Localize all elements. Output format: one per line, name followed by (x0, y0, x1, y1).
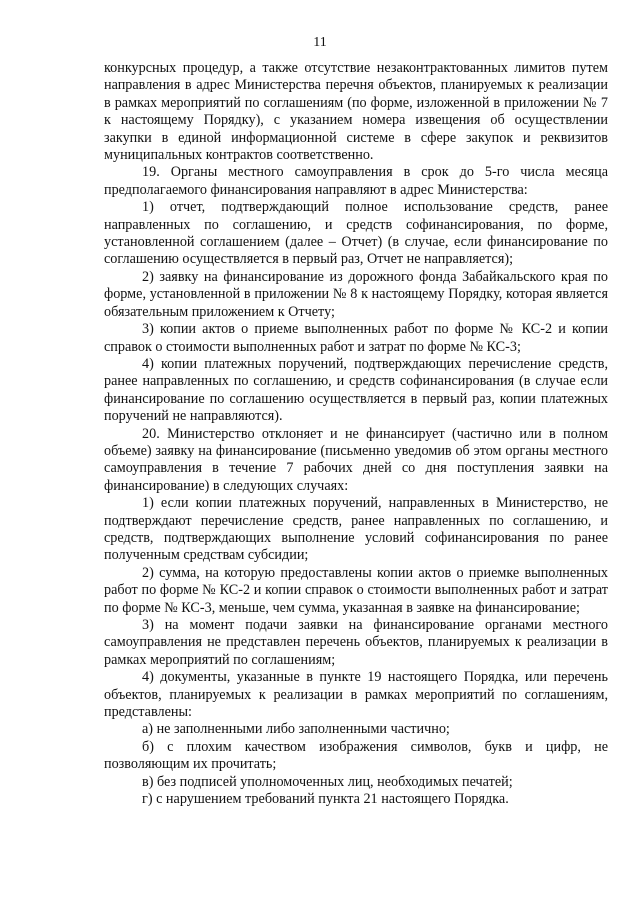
paragraph-item-19-1: 1) отчет, подтверждающий полное использование средств, ранее направленных по соглашению, и средств софинансирования, по форме, установленной соглашением (далее – Отчет) (в случае, если финансирование по соглашению осуществляется в первый раз, Отчет не направляется); (104, 199, 608, 268)
paragraph-item-20: 20. Министерство отклоняет и не финансирует (частично или в полном объеме) заявку на финансирование (письменно уведомив об этом органы местного самоуправления в течение 7 рабочих дней со дня поступления заявки на финансирование) в следующих случаях: (104, 425, 608, 494)
paragraph-item-19-4: 4) копии платежных поручений, подтверждающих перечисление средств, ранее направленных по соглашению, и средств софинансирования (в случае если финансирование по соглашению осуществляется в первый раз, копии платежных поручений не направляются). (104, 355, 608, 425)
paragraph-item-20-4-b: б) с плохим качеством изображения символов, букв и цифр, не позволяющим их прочитать; (104, 738, 608, 773)
document-body (104, 60, 608, 808)
paragraph-item-19: 19. Органы местного самоуправления в срок до 5-го числа месяца предполагаемого финансирования направляют в адрес Министерства: (104, 164, 608, 198)
page-number: 11 (313, 35, 327, 50)
paragraph-item-20-4: 4) документы, указанные в пункте 19 настоящего Порядка, или перечень объектов, планируемых к реализации в рамках мероприятий по соглашениям, представлены: (104, 669, 608, 721)
paragraph-item-20-2: 2) сумма, на которую предоставлены копии актов о приемке выполненных работ по форме № КС-2 и копии справок о стоимости выполненных работ и затрат по форме № КС-3, меньше, чем сумма, указанная в заявке на финансирование; (104, 564, 608, 616)
paragraph-item-19-3: 3) копии актов о приеме выполненных работ по форме № КС-2 и копии справок о стоимости выполненных работ и затрат по форме № КС-3; (104, 321, 608, 355)
paragraph-item-20-3: 3) на момент подачи заявки на финансирование органами местного самоуправления не представлен перечень объектов, планируемых к реализации в рамках мероприятий по соглашениям; (104, 617, 608, 668)
paragraph-item-20-4-v: в) без подписей уполномоченных лиц, необходимых печатей; (142, 773, 513, 790)
paragraph-item-20-1: 1) если копии платежных поручений, направленных в Министерство, не подтверждают перечисление средств, ранее направленных по соглашению, и средств, подтверждающих выполнение условий софинансирования по ранее полученным средствам субсидии; (104, 495, 608, 564)
paragraph-item-20-4-g: г) с нарушением требований пункта 21 настоящего Порядка. (142, 791, 509, 808)
paragraph-item-20-4-a: а) не заполненными либо заполненными частично; (142, 721, 450, 738)
paragraph-continuation: конкурсных процедур, а также отсутствие незаконтрактованных лимитов путем направления в адрес Министерства перечня объектов, планируемых к реализации в рамках мероприятий по соглашениям (по форме, изложенной в приложении № 7 к настоящему Порядку), с указанием номера извещения об осуществлении закупки в единой информационной системе в сфере закупок и реквизитов муниципальных контрактов соответственно. (104, 60, 608, 164)
paragraph-item-19-2: 2) заявку на финансирование из дорожного фонда Забайкальского края по форме, установленной в приложении № 8 к настоящему Порядку, которая является обязательным приложением к Отчету; (104, 268, 608, 320)
